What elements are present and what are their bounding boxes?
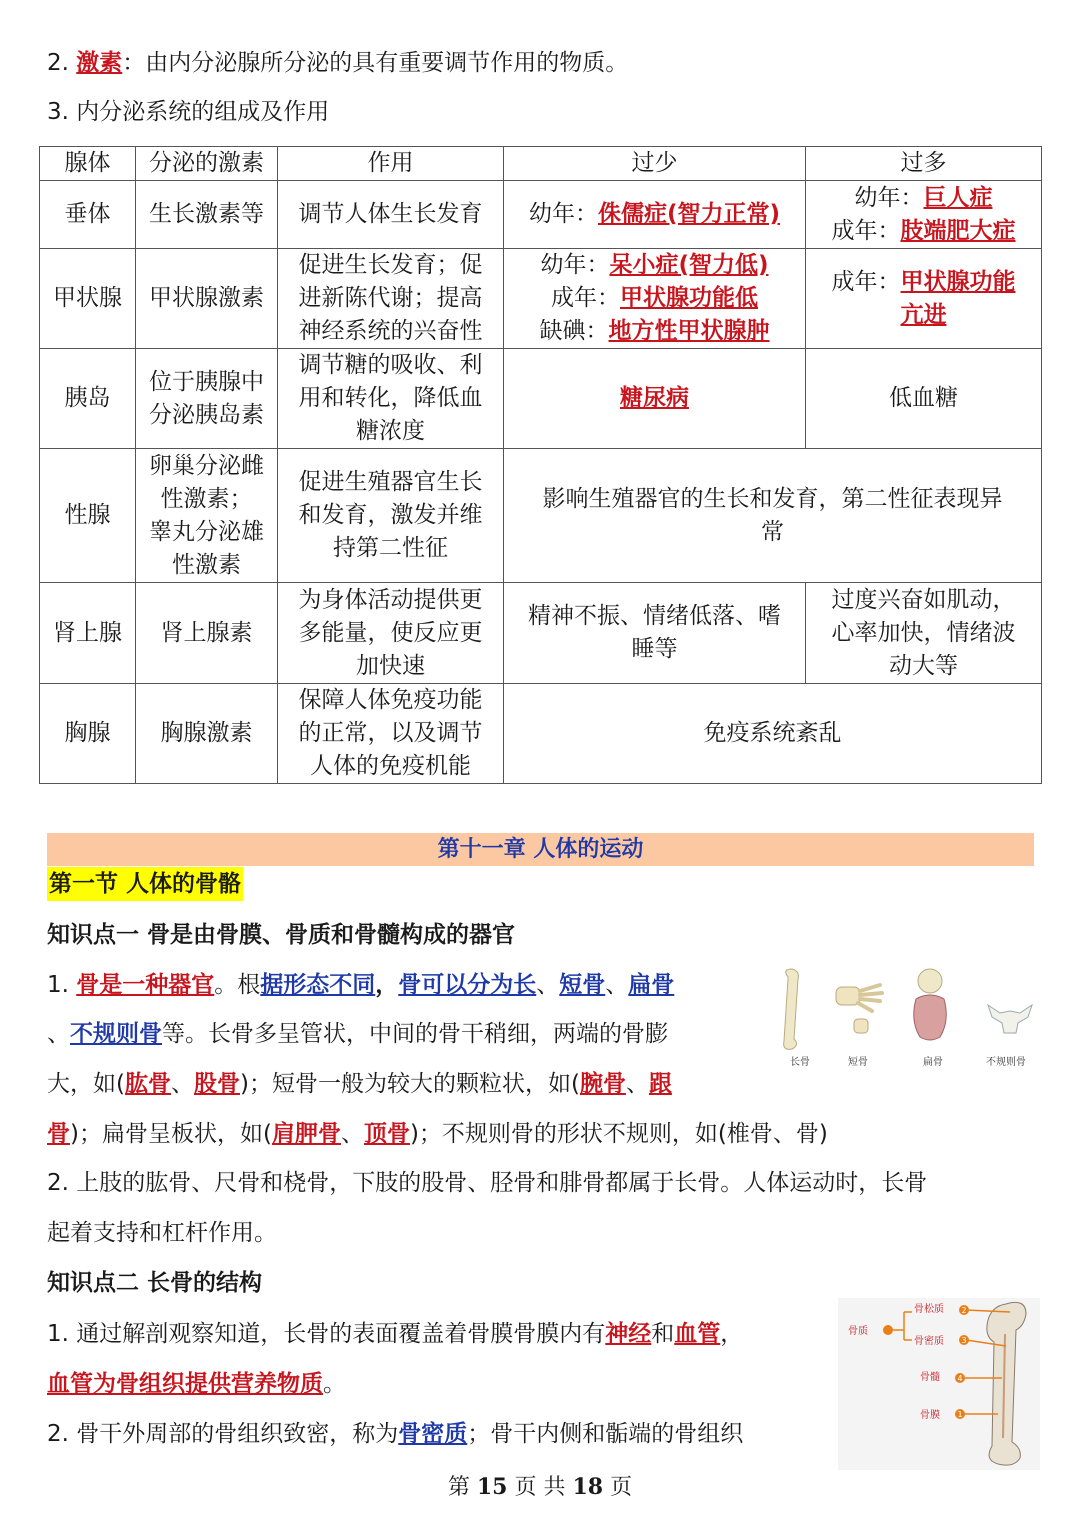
irregular-bone-icon [988,1005,1032,1033]
cell-gland: 胰岛 [40,349,136,449]
cell-function: 保障人体免疫功能 的正常，以及调节 人体的免疫机能 [278,684,504,784]
cell-hormone: 位于胰腺中 分泌胰岛素 [136,349,278,449]
cell-gland: 肾上腺 [40,583,136,684]
header-function: 作用 [278,147,504,181]
flat-bone-icon [914,969,947,1040]
chapter-title: 第十一章 人体的运动 [47,833,1034,866]
term-hormone: 激素 [76,50,123,76]
figure-label: 骨髓 [920,1372,940,1383]
cell-excess: 幼年：巨人症 成年：肢端肥大症 [806,181,1042,249]
paragraph-line: 1. 骨是一种器官。根据形态不同，骨可以分为长、短骨、扁骨 [47,972,675,998]
figure-label: 骨膜 [920,1410,940,1421]
short-bone-icon [836,985,882,1033]
paragraph-line: 1. 通过解剖观察知道，长骨的表面覆盖着骨膜骨膜内有神经和血管， [47,1321,744,1347]
figure-label: 扁骨 [923,1057,943,1068]
figure-label: 短骨 [848,1057,868,1068]
cell-function: 促进生长发育；促 进新陈代谢；提高 神经系统的兴奋性 [278,249,504,349]
table-row [40,349,1042,449]
header-excess: 过多 [806,147,1042,181]
paragraph-line: 血管为骨组织提供营养物质。 [47,1371,346,1397]
cell-function: 调节糖的吸收、利 用和转化，降低血 糖浓度 [278,349,504,449]
figure-label: 骨质 [848,1326,868,1337]
paragraph-line: 、不规则骨等。长骨多呈管状，中间的骨干稍细，两端的骨膨 [47,1021,668,1047]
cell-hormone: 卵巢分泌雌 性激素； 睾丸分泌雄 性激素 [136,449,278,583]
cell-effect: 影响生殖器官的生长和发育，第二性征表现异 常 [504,449,1042,583]
cell-deficiency: 糖尿病 [504,349,806,449]
cell-deficiency: 幼年：侏儒症(智力正常) [504,181,806,249]
figure-label: 骨密质 [914,1336,944,1347]
figure-label: 长骨 [790,1057,810,1068]
endocrine-heading: 3. 内分泌系统的组成及作用 [47,99,330,125]
knowledge-point-2-title: 知识点二 长骨的结构 [47,1270,263,1296]
cell-function: 促进生殖器官生长 和发育，激发并维 持第二性征 [278,449,504,583]
cell-excess: 成年：甲状腺功能 亢进 [806,249,1042,349]
paragraph-line: 2. 上肢的肱骨、尺骨和桡骨，下肢的股骨、胫骨和腓骨都属于长骨。人体运动时，长骨 [47,1170,928,1196]
cell-gland: 性腺 [40,449,136,583]
cell-excess: 过度兴奋如肌动， 心率加快，情绪波 动大等 [806,583,1042,684]
endocrine-table [39,146,1042,784]
definition-hormone: 2. 激素：由内分泌腺所分泌的具有重要调节作用的物质。 [47,50,629,76]
marker-number: 4 [957,1374,963,1383]
cell-hormone: 胸腺激素 [136,684,278,784]
cell-effect: 免疫系统紊乱 [504,684,1042,784]
total-pages: 18 [572,1474,604,1500]
table-row [40,684,1042,784]
cell-hormone: 肾上腺素 [136,583,278,684]
cell-function: 为身体活动提供更 多能量，使反应更 加快速 [278,583,504,684]
cell-gland: 胸腺 [40,684,136,784]
cell-hormone: 甲状腺激素 [136,249,278,349]
paragraph-line: 起着支持和杠杆作用。 [47,1220,277,1246]
header-gland: 腺体 [40,147,136,181]
paragraph-line: 2. 骨干外周部的骨组织致密，称为骨密质；骨干内侧和骺端的骨组织 [47,1421,744,1447]
bone-types-figure [770,965,1040,1075]
page-footer: 第 15 页 共 18 页 [447,1474,633,1500]
knowledge-point-1-title: 知识点一 骨是由骨膜、骨质和骨髓构成的器官 [47,922,516,948]
header-deficiency: 过少 [504,147,806,181]
table-row [40,449,1042,583]
cell-gland: 甲状腺 [40,249,136,349]
figure-label: 骨松质 [914,1304,944,1315]
table-row [40,249,1042,349]
cell-excess: 低血糖 [806,349,1042,449]
table-row [40,583,1042,684]
section-title: 第一节 人体的骨骼 [47,867,243,901]
long-bone-icon [784,969,799,1049]
marker-number: 2 [961,1306,967,1315]
marker-number: 3 [961,1336,967,1345]
header-hormone: 分泌的激素 [136,147,278,181]
cell-gland: 垂体 [40,181,136,249]
paragraph-line: 大，如(肱骨、股骨)；短骨一般为较大的颗粒状，如(腕骨、跟 [47,1071,672,1097]
current-page: 15 [476,1474,508,1500]
table-header-row [40,147,1042,181]
figure-label: 不规则骨 [986,1057,1026,1068]
table-row [40,181,1042,249]
cell-deficiency: 幼年：呆小症(智力低) 成年：甲状腺功能低 缺碘：地方性甲状腺肿 [504,249,806,349]
cell-deficiency: 精神不振、情绪低落、嗜 睡等 [504,583,806,684]
paragraph-line: 骨)；扁骨呈板状，如(肩胛骨、顶骨)；不规则骨的形状不规则，如(椎骨、骨) [47,1121,828,1147]
cell-function: 调节人体生长发育 [278,181,504,249]
long-bone-structure-figure [838,1298,1040,1470]
cell-hormone: 生长激素等 [136,181,278,249]
marker-number: 1 [957,1410,963,1419]
